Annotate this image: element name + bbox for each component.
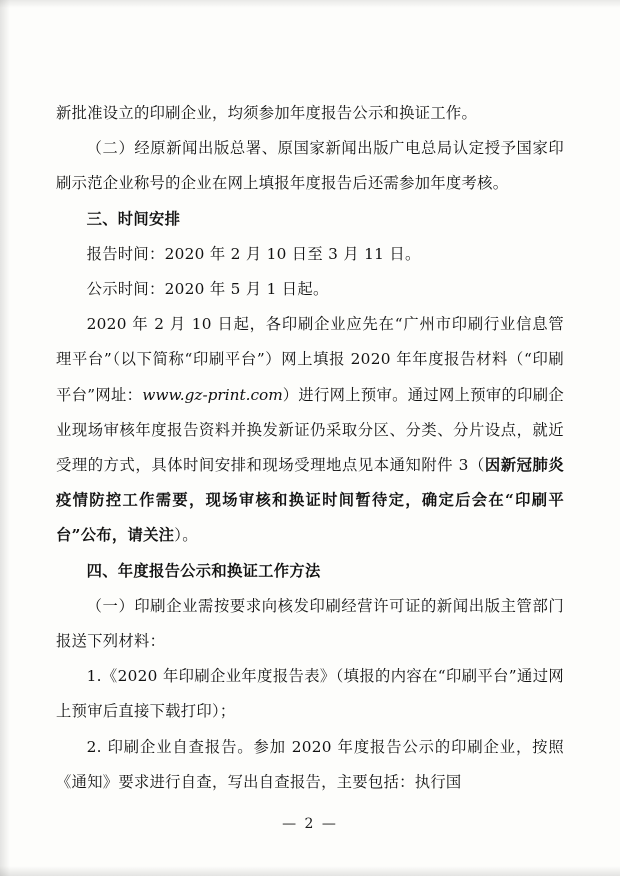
platform-website-url: www.gz-print.com [142, 385, 283, 404]
page-edge-shadow-top [0, 0, 620, 8]
paragraph-material-1-report-form: 1.《2020 年印刷企业年度报告表》（填报的内容在“印刷平台”通过网上预审后直接下载打印）； [56, 667, 564, 721]
document-body [56, 96, 564, 800]
heading-section-three-schedule: 三、时间安排 [86, 209, 181, 228]
page-footer [0, 816, 620, 832]
paragraph-continued-new-enterprises: 新批准设立的印刷企业，均须参加年度报告公示和换证工作。 [56, 104, 478, 122]
paragraph-platform-filing-part2: ）进行网上预审。通过网上预审的印刷企业现场审核年度报告资料并换发新证仍采取分区、分类、分片设点，就近受理的方式，具体时间安排和现场受理地点见本通知附件 3（ [56, 385, 564, 475]
heading-section-four-methods: 四、年度报告公示和换证工作方法 [86, 561, 321, 580]
paragraph-material-2-self-inspection: 2. 印刷企业自查报告。参加 2020 年度报告公示的印刷企业，按照《通知》要求进行自查，写出自查报告，主要包括：执行国 [56, 737, 564, 791]
paragraph-platform-filing-part1: 2020 年 2 月 10 日起，各印刷企业应先在“广州市印刷行业信息管理平台”（以下简称“印刷平台”）网上填报 2020 年年度报告材料（“印刷平台”网址： [56, 315, 564, 404]
page-edge-shadow-bottom [0, 866, 620, 876]
paragraph-publicity-time: 公示时间：2020 年 5 月 1 日起。 [86, 280, 329, 299]
paragraph-platform-filing-bold-note: 因新冠肺炎疫情防控工作需要，现场审核和换证时间暂待定，确定后会在“印刷平台”公布，请关注 [56, 456, 564, 545]
page-edge-shadow-left [0, 0, 10, 876]
paragraph-platform-filing [56, 307, 564, 553]
paragraph-platform-filing-part3: ）。 [174, 526, 198, 545]
paragraph-item-two-model-enterprises: （二）经原新闻出版总署、原国家新闻出版广电总局认定授予国家印刷示范企业称号的企业在网上填报年度报告后还需参加年度考核。 [56, 139, 564, 193]
page-number: — 2 — [282, 816, 338, 832]
paragraph-report-time: 报告时间：2020 年 2 月 10 日至 3 月 11 日。 [86, 244, 421, 263]
paragraph-item-one-submit-materials: （一）印刷企业需按要求向核发印刷经营许可证的新闻出版主管部门报送下列材料： [56, 596, 564, 651]
